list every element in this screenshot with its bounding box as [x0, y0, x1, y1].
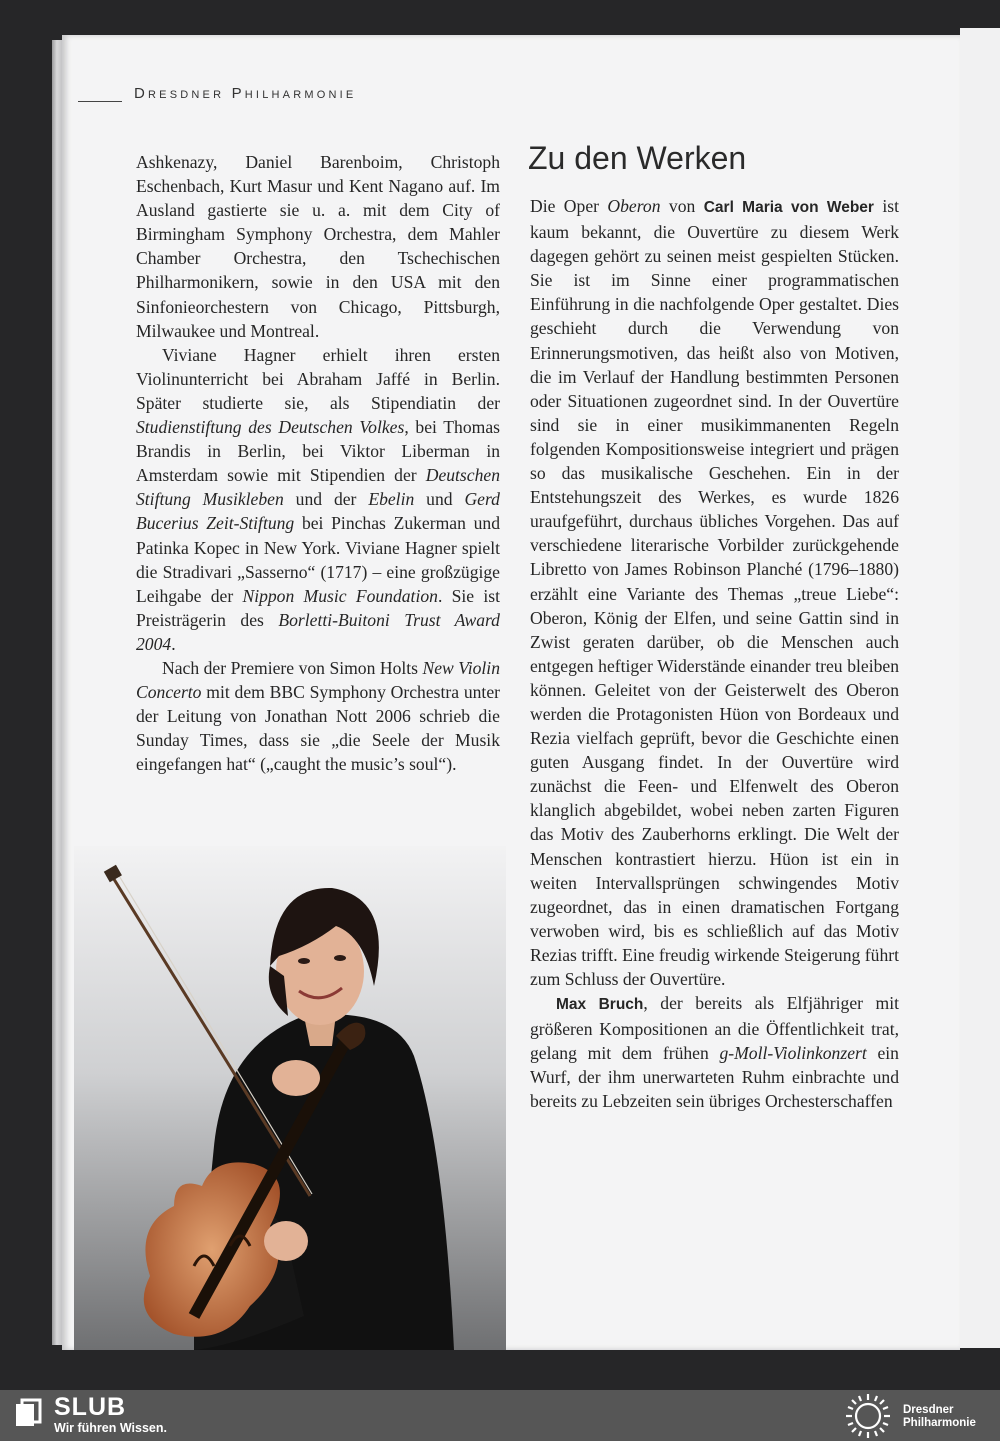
dresdner-philharmonie-name — [903, 1404, 999, 1430]
paragraph-bruch: Max Bruch, der bereits als Elfjähriger mit größeren Kompositionen an die Öffentlichkeit trat, gelang mit dem frühen g-Moll-Violinkonzert ein Wurf, der ihm unerwarteten Ruhm einbrachte und bereits zu Lebzeiten sein übriges Orchesterschaffen — [530, 993, 899, 1112]
paragraph-orchestras: Ashkenazy, Daniel Barenboim, Christoph Eschenbach, Kurt Masur und Kent Nagano auf. Im Ausland gastierte sie u. a. mit dem City of Birmingham Symphony Orchestra, dem Mahler Chamber Orchestra, den Tschechischen Philharmonikern, sowie in den USA mit den Sinfonieorchestern von Chicago, Pittsburgh, Milwaukee und Montreal. — [136, 152, 500, 341]
running-head-rule — [78, 101, 122, 102]
violinist-photo — [74, 846, 506, 1350]
dp-name-line2: Philharmonie — [903, 1417, 976, 1429]
left-column — [136, 150, 500, 776]
composer-name: Carl Maria von Weber — [703, 199, 874, 216]
paragraph-education: Viviane Hagner erhielt ihren ersten Violinunterricht bei Abraham Jaffé in Berlin. Später studierte sie, als Stipendiatin der Studienstiftung des Deutschen Volkes, bei Thomas Brandis in Berlin, bei Viktor Liberman in Amsterdam sowie mit Stipendien der Deutschen Stiftung Musikleben und der Ebelin und Gerd Bucerius Zeit-Stiftung bei Pinchas Zukerman und Patinka Kopec in New York. Viviane Hagner spielt die Stradivari „Sasserno“ (1717) – eine großzügige Leihgabe der Nippon Music Foundation. Sie ist Preisträgerin des Borletti-Buitoni Trust Award 2004. — [136, 344, 500, 654]
dp-name-line1: Dresdner — [903, 1404, 954, 1416]
slub-slogan: Wir führen Wissen. — [54, 1421, 167, 1435]
composer-name: Max Bruch — [556, 996, 644, 1014]
facing-page-edge — [960, 28, 1000, 1348]
paragraph-premiere: Nach der Premiere von Simon Holts New Violin Concerto mit dem BBC Symphony Orchestra unter der Leitung von Jonathan Nott 2006 schrieb die Sunday Times, dass sie „die Seele der Musik eingefangen hat“ („caught the music’s soul“). — [136, 657, 500, 775]
footer-bar — [0, 1390, 1000, 1441]
running-head: Dresdner Philharmonie — [134, 85, 357, 102]
section-heading: Zu den Werken — [528, 140, 747, 176]
slub-book-icon — [14, 1398, 44, 1428]
slub-name: SLUB — [54, 1393, 127, 1421]
dresdner-philharmonie-sunburst-icon — [842, 1392, 894, 1440]
right-column — [530, 194, 899, 1114]
paragraph-weber: Die Oper Oberon von Carl Maria von Weber ist kaum bekannt, die Ouvertüre zu diesem Werk dagegen gehört zu seinen meist gespielten Stücken. Sie ist im Sinne einer programmatischen Einführung in die nachfolgende Oper gestaltet. Dies geschieht durch die Verwendung von Erinnerungsmotiven, das heißt also von Motiven, die im Verlauf der Handlung bestimmten Personen oder Situationen zugeordnet sind. In der Ouvertüre sind sie in einer musikimmanenten Regeln folgenden Kompositionsweise integriert und prägen so das musikalische Geschehen. Ein in der Entstehungszeit des Werkes, es wurde 1826 uraufgeführt, durchaus übliches Vorgehen. Das auf verschiedene literarische Vorbilder zurückgehende Libretto von James Robinson Planché (1796–1880) erzählt eine Variante des Themas „treue Liebe“: Oberon, König der Elfen, und seine Gattin sind in Zwist geraten darüber, ob die Menschen auch entgegen heftiger Widerstände einander treu bleiben können. Geleitet von der Geisterwelt des Oberon werden die Protagonisten Hüon von Bordeaux und Rezia vielfach geprüft, bevor die Geschichte einen guten Ausgang findet. In der Ouvertüre wird zunächst die Feen- und Elfenwelt des Oberon klanglich abgebildet, wobei neben zarten Figuren das Motiv des Zauberhorns erklingt. Die Welt der Menschen kontrastiert hierzu. Hüon ist ein in weiten Intervallsprüngen schwingendes Motiv zugeordnet, das in einen dramatischen Fortgang verwoben wird, bis es schließlich auf das Motiv Rezias trifft. Eine freudig wirkende Steigerung führt zum Schluss der Ouvertüre. — [530, 196, 899, 989]
